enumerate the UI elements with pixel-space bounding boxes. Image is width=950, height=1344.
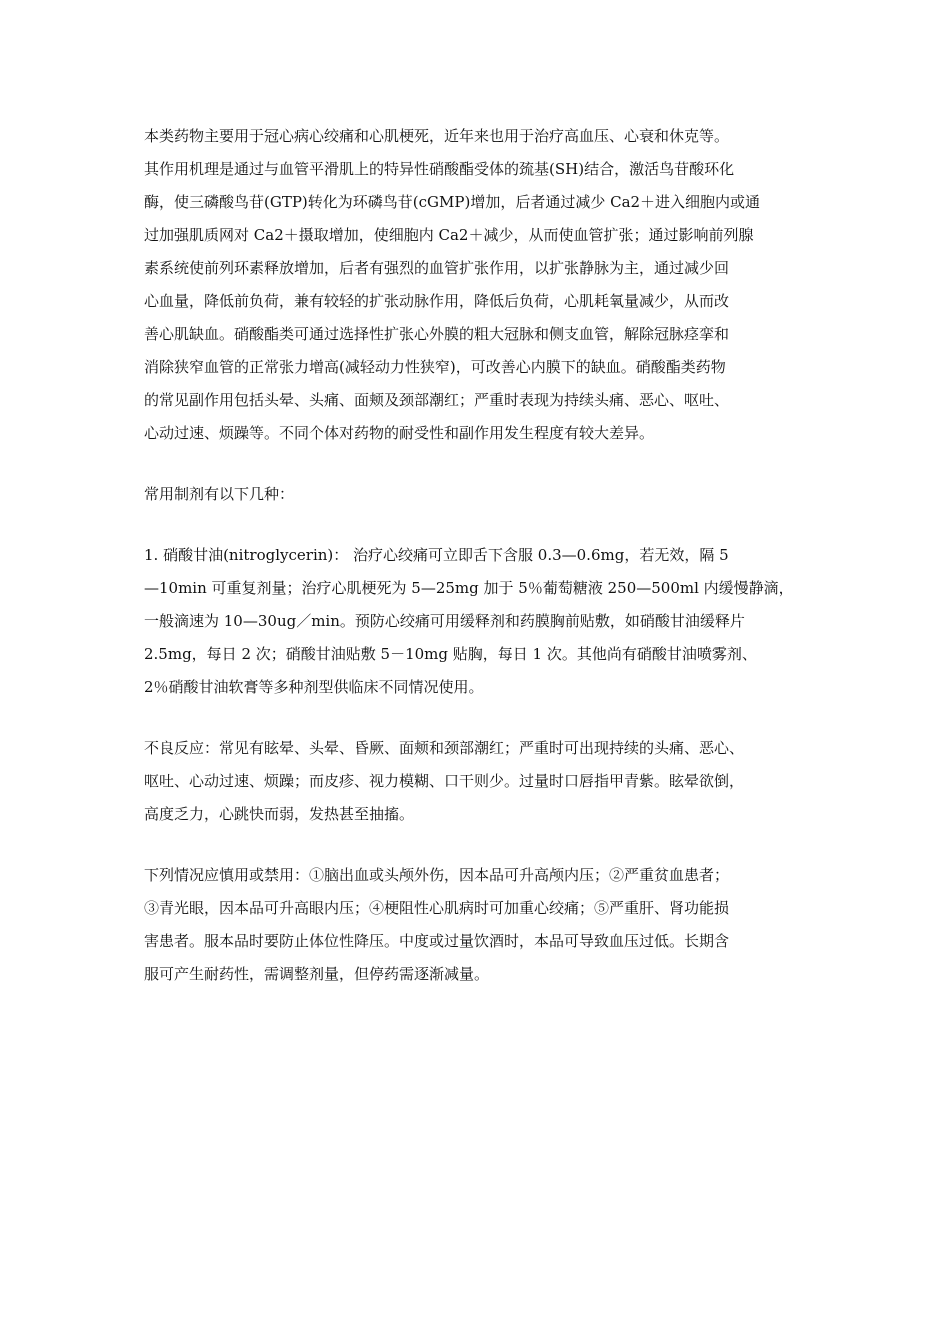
text-line: 本类药物主要用于冠心病心绞痛和心肌梗死，近年来也用于治疗高血压、心衰和休克等。 bbox=[144, 127, 730, 145]
paragraph-adverse-reactions bbox=[144, 732, 824, 831]
text-line: ③青光眼，因本品可升高眼内压；④梗阻性心肌病时可加重心绞痛；⑤严重肝、肾功能损 bbox=[144, 899, 730, 917]
paragraph-preparations-heading bbox=[144, 478, 824, 511]
text-line: 不良反应：常见有眩晕、头晕、昏厥、面颊和颈部潮红；严重时可出现持续的头痛、恶心、 bbox=[144, 739, 745, 757]
text-line: 消除狭窄血管的正常张力增高(减轻动力性狭窄)，可改善心内膜下的缺血。硝酸酯类药物 bbox=[144, 358, 726, 376]
paragraph-contraindications bbox=[144, 859, 824, 991]
text-line: 呕吐、心动过速、烦躁；而皮疹、视力模糊、口干则少。过量时口唇指甲青紫。眩晕欲倒， bbox=[144, 772, 745, 790]
paragraph-mechanism bbox=[144, 120, 824, 450]
document-page bbox=[144, 120, 824, 1019]
text-line: 害患者。服本品时要防止体位性降压。中度或过量饮酒时，本品可导致血压过低。长期含 bbox=[144, 932, 730, 950]
text-line: 心动过速、烦躁等。不同个体对药物的耐受性和副作用发生程度有较大差异。 bbox=[144, 424, 655, 442]
text-line: 心血量，降低前负荷，兼有较轻的扩张动脉作用，降低后负荷，心肌耗氧量减少，从而改 bbox=[144, 292, 730, 310]
text-line: 2.5mg，每日 2 次；硝酸甘油贴敷 5－10mg 贴胸，每日 1 次。其他尚有硝酸甘油喷雾剂、 bbox=[144, 645, 757, 663]
text-line: 1. 硝酸甘油(nitroglycerin)： 治疗心绞痛可立即舌下含服 0.3—0.6mg，若无效，隔 5 bbox=[144, 546, 729, 564]
text-line: 善心肌缺血。硝酸酯类可通过选择性扩张心外膜的粗大冠脉和侧支血管，解除冠脉痉挛和 bbox=[144, 325, 730, 343]
text-line: 常用制剂有以下几种： bbox=[144, 485, 295, 503]
text-line: 2％硝酸甘油软膏等多种剂型供临床不同情况使用。 bbox=[144, 678, 484, 696]
text-line: 素系统使前列环素释放增加，后者有强烈的血管扩张作用，以扩张静脉为主，通过减少回 bbox=[144, 259, 730, 277]
text-line: 的常见副作用包括头晕、头痛、面颊及颈部潮红；严重时表现为持续头痛、恶心、呕吐、 bbox=[144, 391, 730, 409]
paragraph-nitroglycerin bbox=[144, 539, 824, 704]
text-line: 服可产生耐药性，需调整剂量，但停药需逐渐减量。 bbox=[144, 965, 490, 983]
text-line: 酶，使三磷酸鸟苷(GTP)转化为环磷鸟苷(cGMP)增加，后者通过减少 Ca2＋进入细胞内或通 bbox=[144, 193, 761, 211]
text-line: 其作用机理是通过与血管平滑肌上的特异性硝酸酯受体的巯基(SH)结合，激活鸟苷酸环化 bbox=[144, 160, 735, 178]
text-line: 过加强肌质网对 Ca2＋摄取增加，使细胞内 Ca2＋减少，从而使血管扩张；通过影响前列腺 bbox=[144, 226, 754, 244]
text-line: 下列情况应慎用或禁用：①脑出血或头颅外伤，因本品可升高颅内压；②严重贫血患者； bbox=[144, 866, 730, 884]
text-line: 一般滴速为 10—30ug／min。预防心绞痛可用缓释剂和药膜胸前贴敷，如硝酸甘油缓释片 bbox=[144, 612, 745, 630]
text-line: —10min 可重复剂量；治疗心肌梗死为 5—25mg 加于 5％葡萄糖液 250—500ml 内缓慢静滴， bbox=[144, 579, 794, 597]
text-line: 高度乏力，心跳快而弱，发热甚至抽搐。 bbox=[144, 805, 415, 823]
